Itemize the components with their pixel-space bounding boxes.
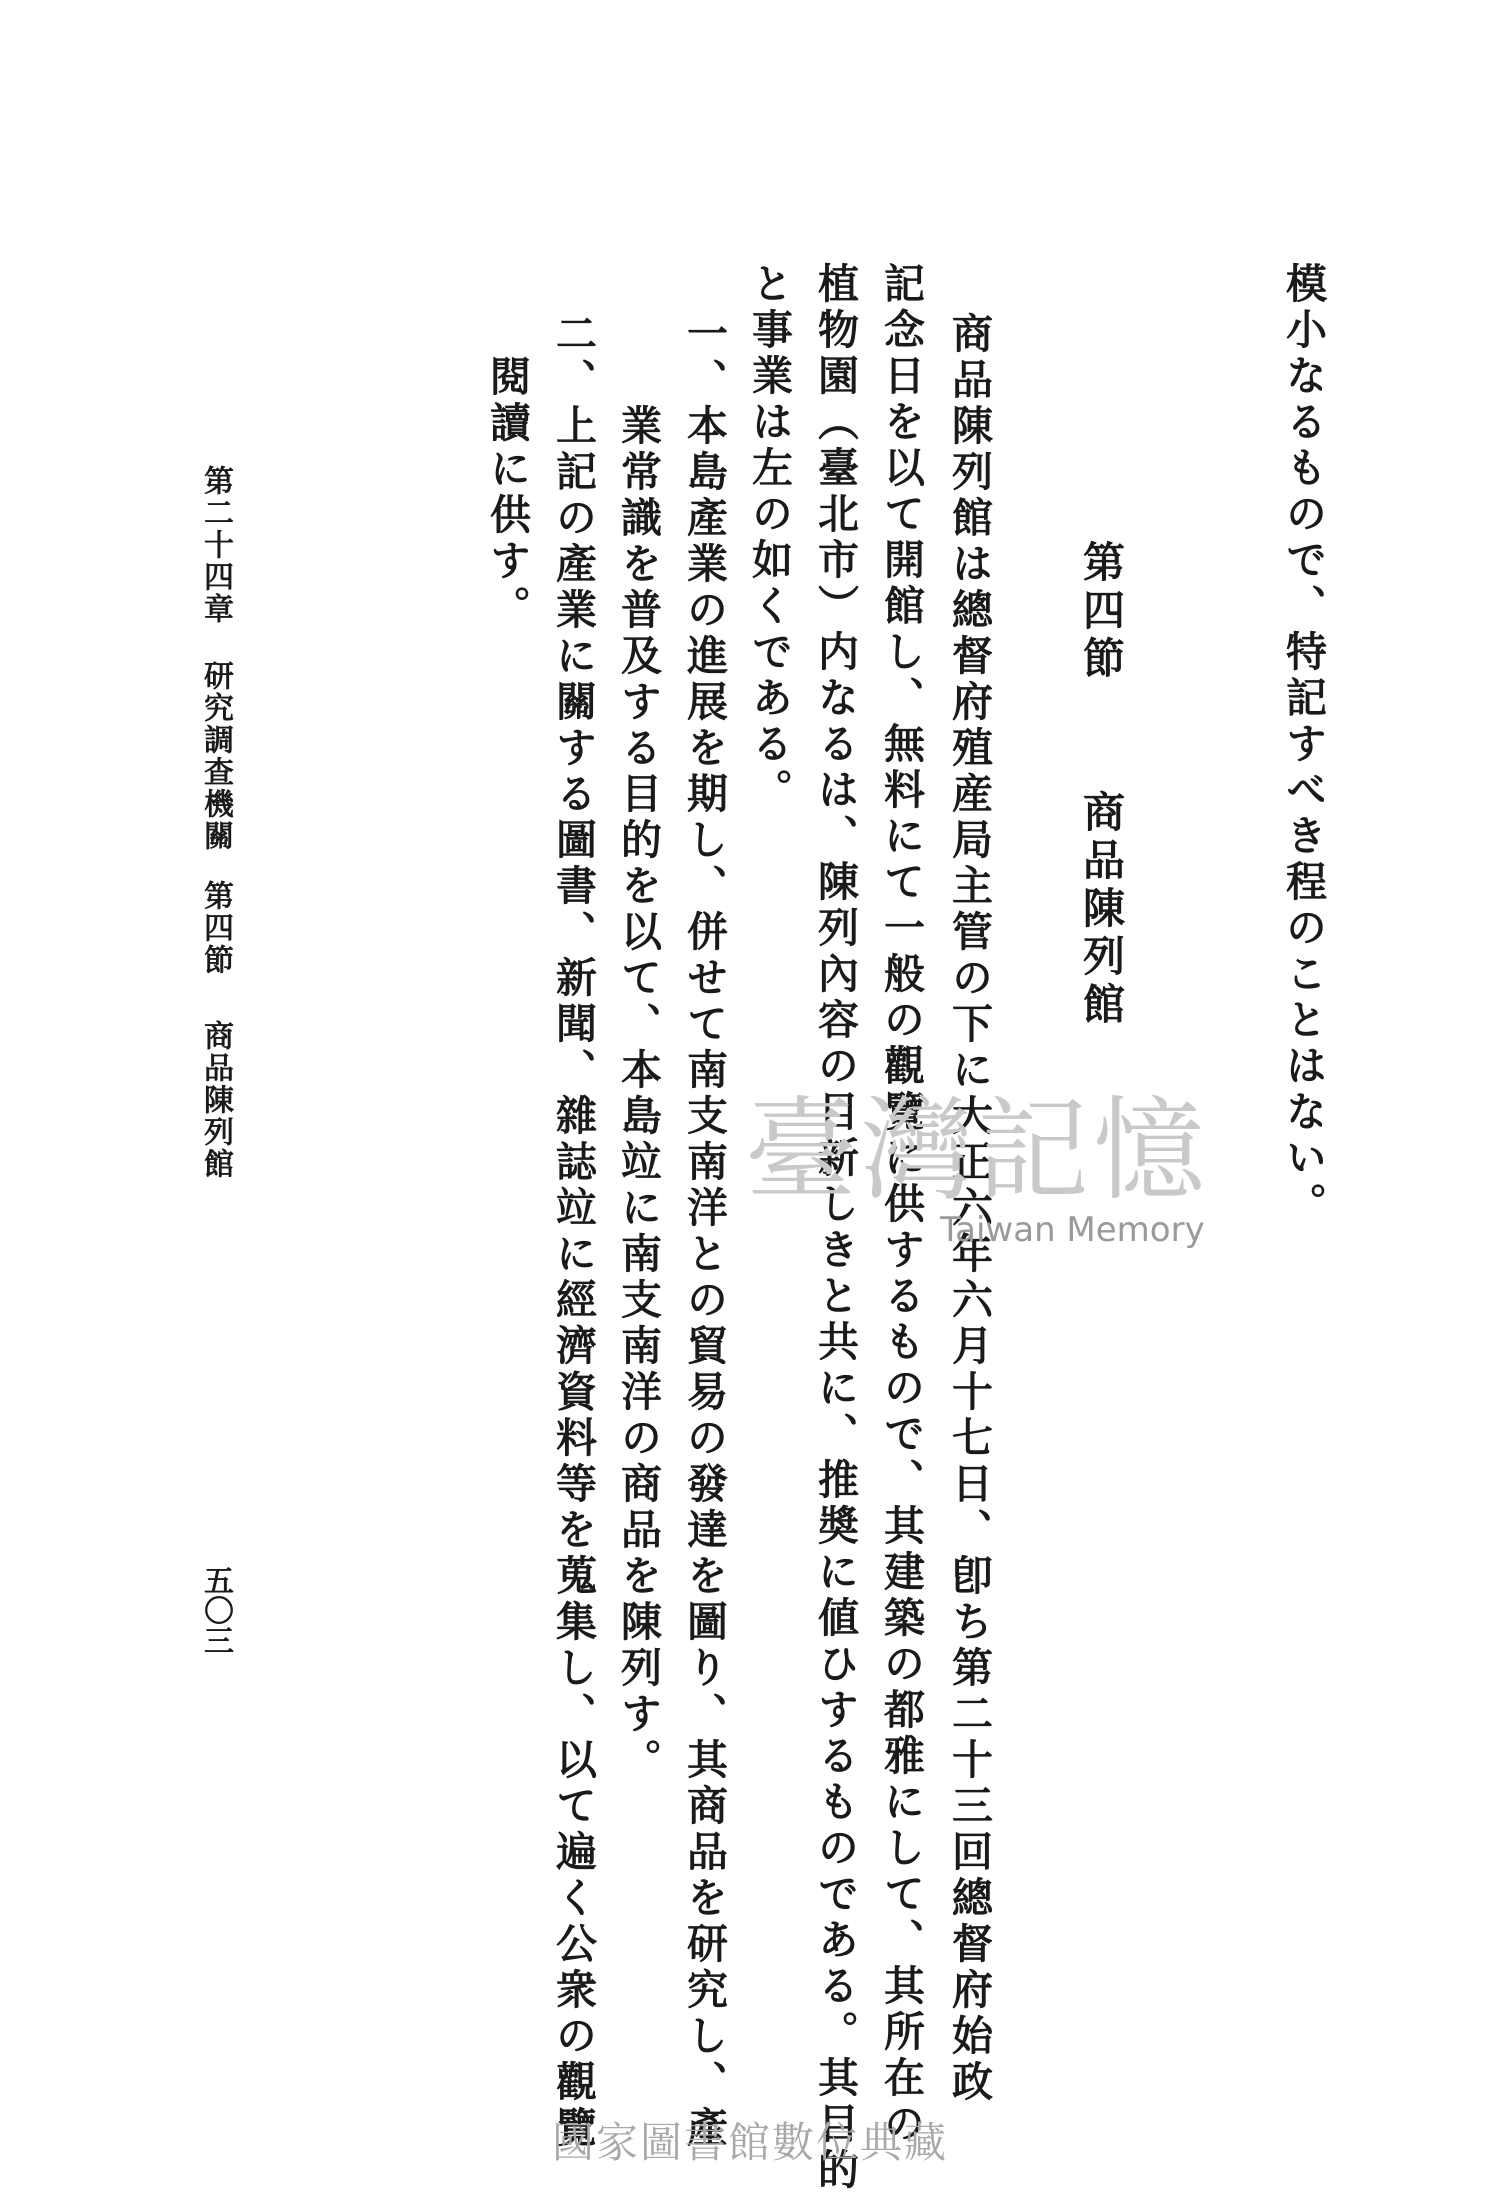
section-heading-title: 商品陳列館 (1077, 790, 1126, 1030)
watermark-logo (745, 1086, 1215, 1265)
list-item-1-continued: 業常識を普及する目的を以て、本島竝に南支南洋の商品を陳列す。 (614, 404, 662, 1784)
text-column-5: と事業は左の如くである。 (745, 262, 793, 814)
running-header-chapter-title: 研究調查機關 (198, 660, 233, 852)
running-header-section: 第四節 (198, 880, 233, 976)
section-heading-number: 第四節 (1077, 540, 1126, 684)
text-column-1: 模小なるもので、特記すべき程のことはない。 (1279, 262, 1327, 1228)
list-item-2: 二、上記の產業に關する圖書、新聞、雜誌竝に經濟資料等を蒐集し、以て遍く公衆の觀覽 (549, 312, 597, 2152)
running-header-chapter: 第二十四章 (198, 465, 233, 625)
text-column-2: 商品陳列館は總督府殖産局主管の下に大正六年六月十七日、卽ち第二十三回總督府始政 (945, 312, 993, 2106)
watermark-text: 臺灣記憶 (745, 1086, 1209, 1216)
text-column-3: 記念日を以て開館し、無料にて一般の觀覽に供するもので、其建築の都雅にして、其所在の (877, 262, 925, 2148)
running-header-section-title: 商品陳列館 (198, 1020, 233, 1180)
watermark-subtitle: Taiwan Memory (940, 1210, 1205, 1250)
page-number: 五〇三 (198, 1565, 233, 1655)
text-column-4: 植物園（臺北市）内なるは、陳列內容の目新しきと共に、推奬に値ひするものである。其目的 (811, 262, 859, 2194)
list-item-1: 一、本島產業の進展を期し、併せて南支南洋との貿易の發達を圖り、其商品を研究し、產 (680, 312, 728, 2152)
list-item-2-continued: 閱讀に供す。 (483, 355, 531, 631)
footer-credit: 國家圖書館數位典藏 (551, 2118, 948, 2167)
